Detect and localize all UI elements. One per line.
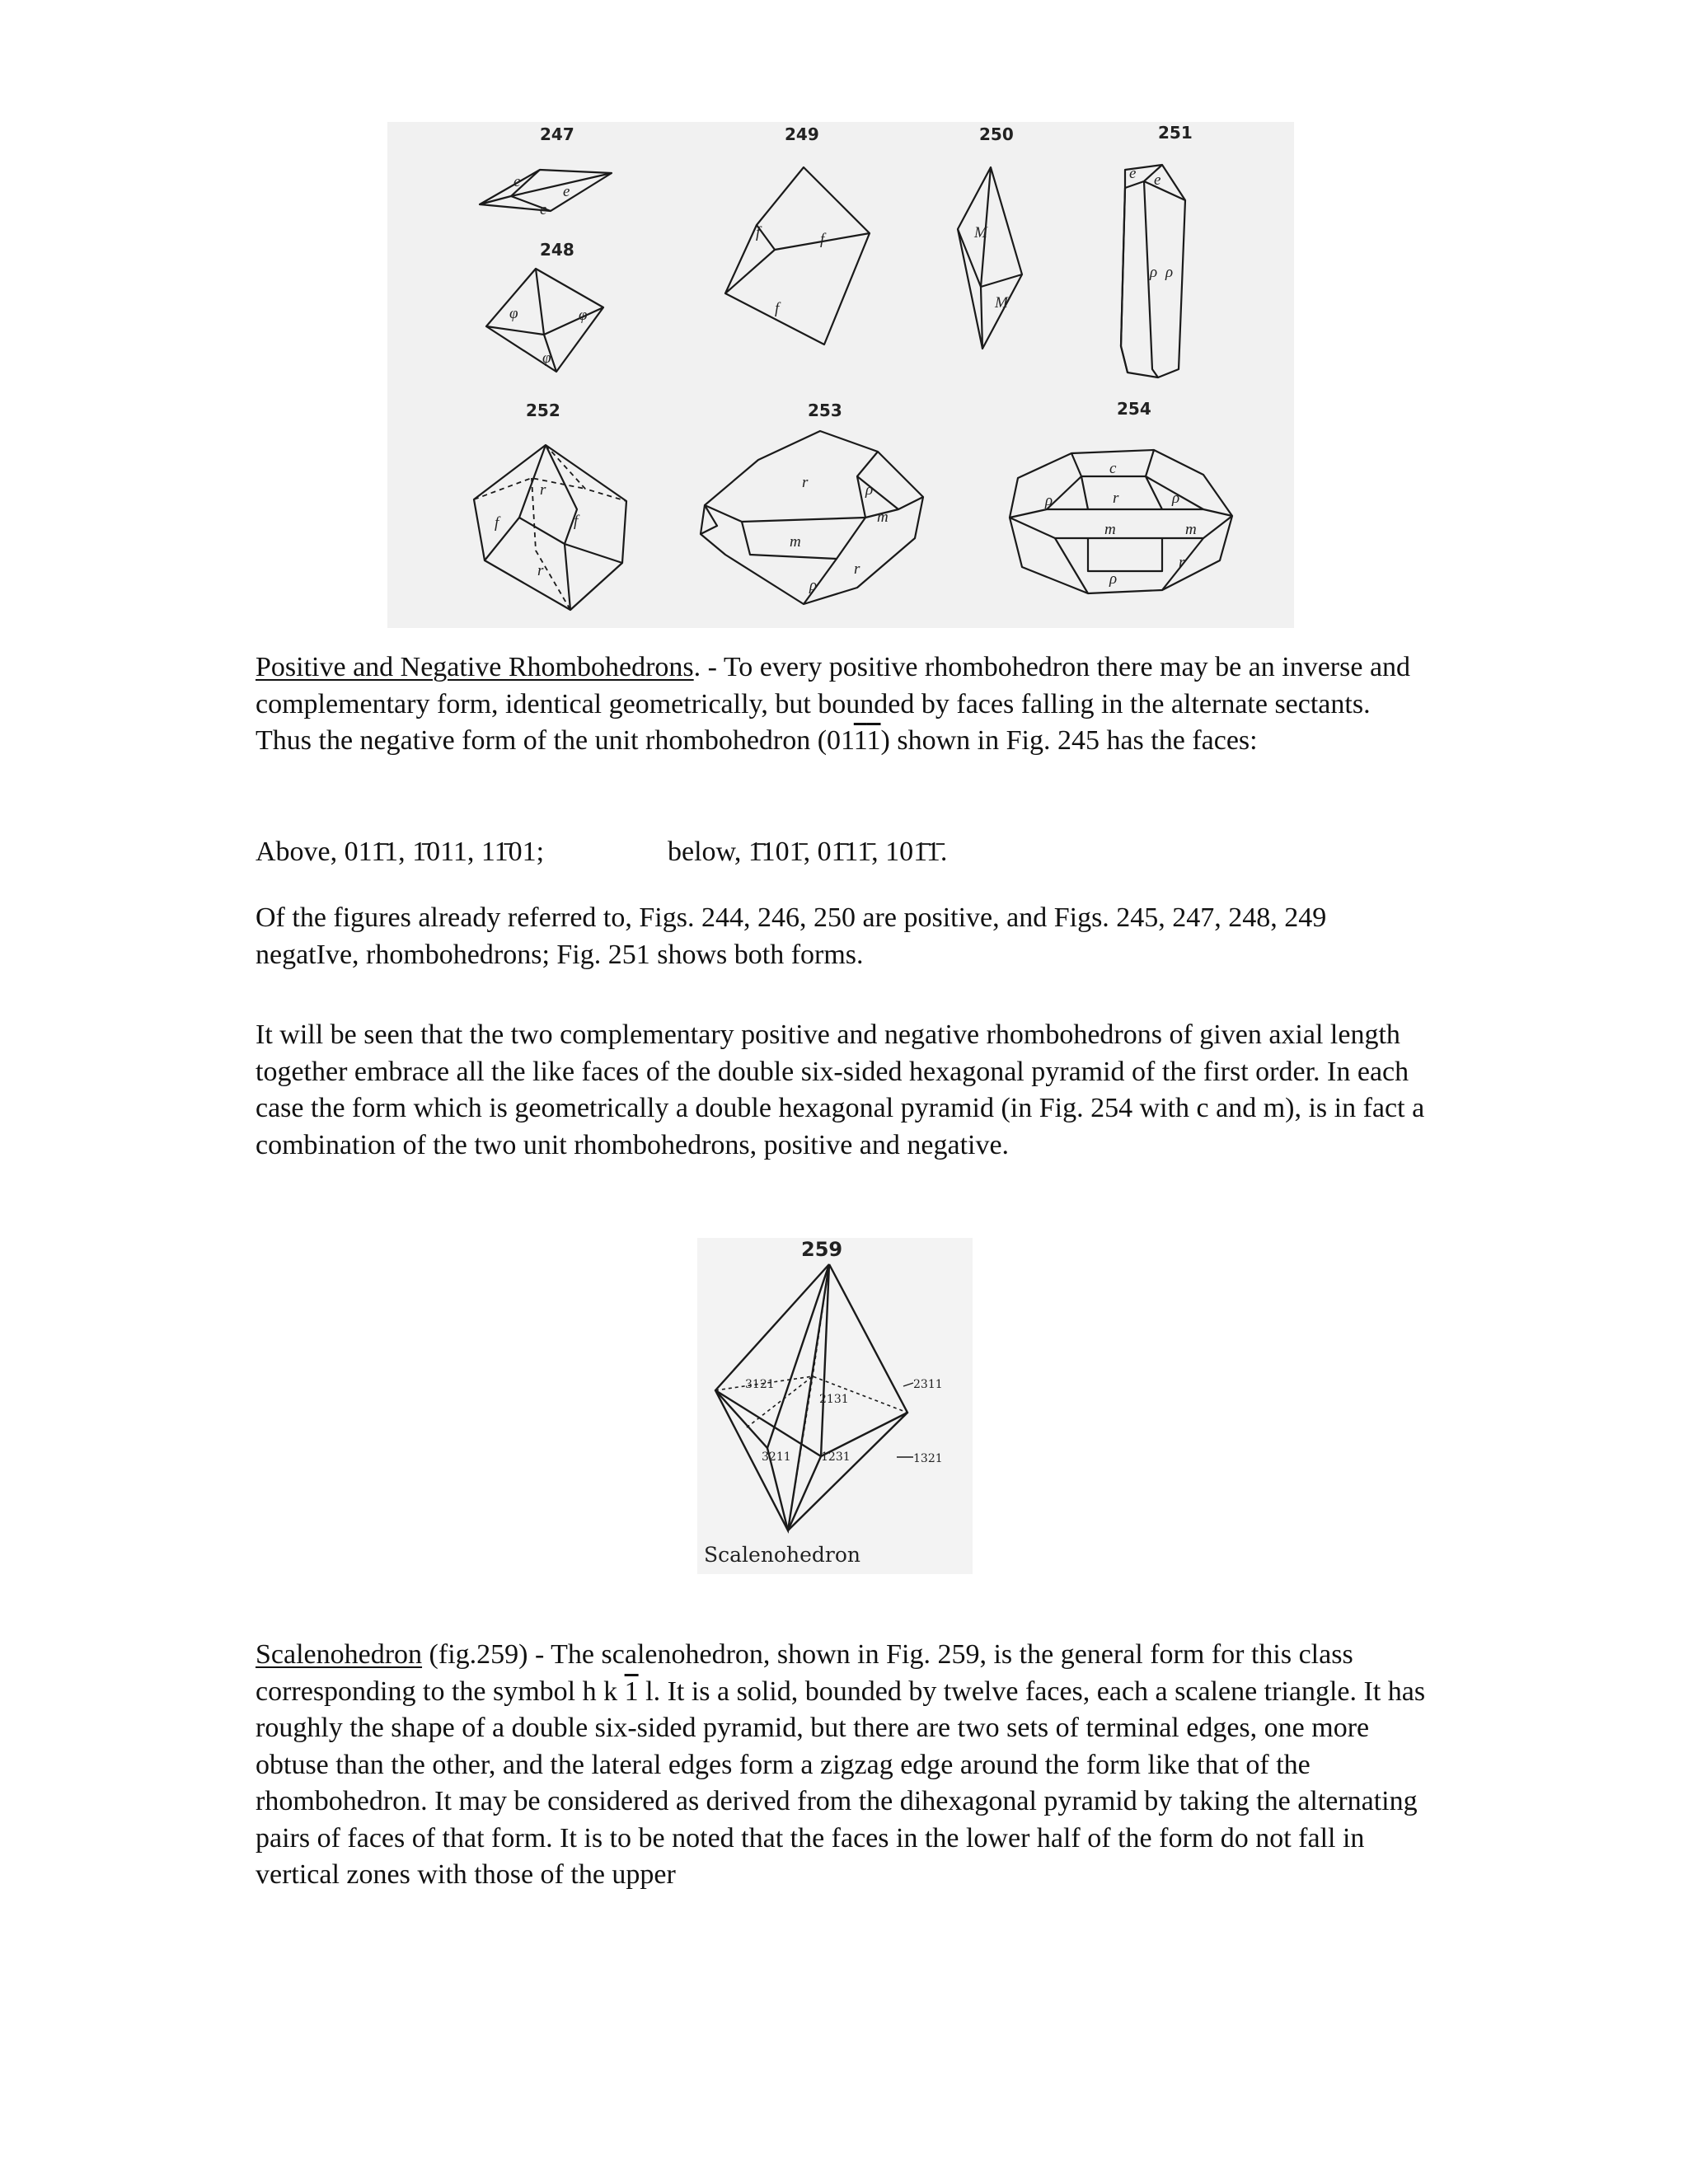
face-label: r <box>540 481 546 499</box>
fig-253-crystal <box>701 431 923 604</box>
scalenohedron-paragraph <box>256 1637 1426 1894</box>
crystal-figures-drawing <box>387 122 1294 628</box>
face-label: r <box>854 560 860 578</box>
fig-250-number: 250 <box>979 124 1014 144</box>
face-index-2311: 2311 <box>913 1378 943 1391</box>
face-label: m <box>877 509 889 526</box>
face-label: f <box>820 231 825 248</box>
faces-list-line <box>256 834 948 870</box>
face-label: m <box>1104 521 1116 538</box>
face-index-3211: 3211 <box>762 1451 791 1464</box>
fig-252-number: 252 <box>526 401 560 420</box>
fig-254-number: 254 <box>1117 399 1151 419</box>
paragraph-text: . - To every positive rhombohedron there may be an inverse and complementary form, identical geometrically, but bounded by faces falling in the alternate sectants. Thus the negative form of the unit rhombohedron (01 <box>256 652 1411 756</box>
faces-below-group <box>668 834 947 870</box>
face-label: e <box>513 173 521 190</box>
overbar-digit: 1 <box>624 1675 639 1707</box>
face-label: e <box>563 183 570 200</box>
fig-259-number: 259 <box>801 1238 843 1261</box>
face-label: ρ <box>865 481 874 499</box>
face-label: e <box>1129 165 1137 182</box>
face-label: r <box>1179 554 1185 571</box>
fig-248-number: 248 <box>540 240 574 260</box>
face-index-3121: 3121 <box>745 1378 775 1391</box>
overbar-digit: 1 <box>853 725 867 756</box>
face-label: e <box>540 201 547 218</box>
face-label: r <box>1113 490 1119 507</box>
fig-251-crystal <box>1121 165 1185 377</box>
face-label: ρ <box>1045 492 1053 509</box>
fig-249-crystal <box>725 167 870 344</box>
complementary-rhombohedrons-paragraph: It will be seen that the two complementary positive and negative rhombohedrons of given axial length together embrace all the like faces of the double six-sided hexagonal pyramid of the first order. In each case the form which is geometrically a double hexagonal pyramid (in Fig. 254 with c and m), is in fact a combination of the two unit rhombohedrons, positive and negative. <box>256 1019 1425 1160</box>
crystal-figures-plate <box>387 122 1294 628</box>
fig-254-crystal <box>1010 450 1232 593</box>
face-index-1321: 1321 <box>913 1452 943 1465</box>
overbar-digit: 1 <box>866 725 881 756</box>
face-label: f <box>495 514 499 532</box>
fig-249-number: 249 <box>785 124 819 144</box>
face-label: r <box>802 474 809 491</box>
face-index-2131: 2131 <box>819 1393 849 1406</box>
paragraph-text: (fig.259) - The scalenohedron, shown in Fig. 259, is the general form for this class corresponding to the symbol h k <box>256 1639 1353 1707</box>
face-label: f <box>775 300 780 317</box>
face-label: f <box>756 224 761 241</box>
face-label: ρ <box>1150 264 1158 281</box>
face-label: e <box>1154 171 1161 189</box>
fig-250-crystal <box>958 167 1022 349</box>
positive-negative-paragraph <box>256 649 1426 760</box>
face-label: m <box>1185 521 1197 538</box>
faces-above: 011̄1, 1̄011, 11̄01; <box>344 837 545 867</box>
figures-referred-paragraph: Of the figures already referred to, Figs. 244, 246, 250 are positive, and Figs. 245, 247, 248, 249 negatIve, rhombohedrons; Fig. 251 shows both forms. <box>256 902 1327 970</box>
face-label: M <box>974 224 987 241</box>
section-heading-scalenohedron: Scalenohedron <box>256 1639 423 1670</box>
face-label: c <box>1109 460 1117 477</box>
face-label: M <box>995 294 1008 312</box>
scalenohedron-drawing <box>697 1238 973 1574</box>
face-label: φ <box>579 307 588 324</box>
face-label: ρ <box>1165 264 1174 281</box>
section-heading-rhombohedrons: Positive and Negative Rhombohedrons <box>256 652 694 682</box>
fig-259-caption: Scalenohedron <box>704 1543 860 1567</box>
scalenohedron-figure <box>697 1238 973 1574</box>
paragraph-text: l. It is a solid, bounded by twelve faces, each a scalene triangle. It has roughly the shape of a double six-sided pyramid, but there are two sets of terminal edges, one more obtuse than the other, and the lateral edges form a zigzag edge around the form like that of the rhombohedron. It may be considered as derived from the dihexagonal pyramid by taking the alternating pairs of faces of that form. It is to be noted that the faces in the lower half of the form do not fall in vertical zones with those of the upper <box>256 1675 1426 1890</box>
face-label: φ <box>509 305 518 322</box>
face-label: ρ <box>809 577 818 594</box>
fig-247-crystal <box>480 170 612 218</box>
fig-252-crystal <box>474 445 626 610</box>
paragraph-text: ) shown in Fig. 245 has the faces: <box>880 725 1258 756</box>
fig-251-number: 251 <box>1158 123 1193 143</box>
face-label: ρ <box>1172 490 1180 507</box>
face-index-1231: 1231 <box>821 1451 851 1464</box>
face-label: f <box>574 513 579 530</box>
faces-below: 1̄101̄, 01̄11̄, 101̄1̄. <box>748 837 948 867</box>
face-label: φ <box>542 349 551 367</box>
fig-253-number: 253 <box>808 401 842 420</box>
faces-below-label: below, <box>668 837 748 867</box>
fig-247-number: 247 <box>540 124 574 144</box>
face-label: ρ <box>1109 570 1118 588</box>
faces-above-label: Above, <box>256 837 345 867</box>
face-label: r <box>537 562 544 579</box>
face-label: m <box>790 533 801 551</box>
fig-248-crystal <box>486 269 603 372</box>
